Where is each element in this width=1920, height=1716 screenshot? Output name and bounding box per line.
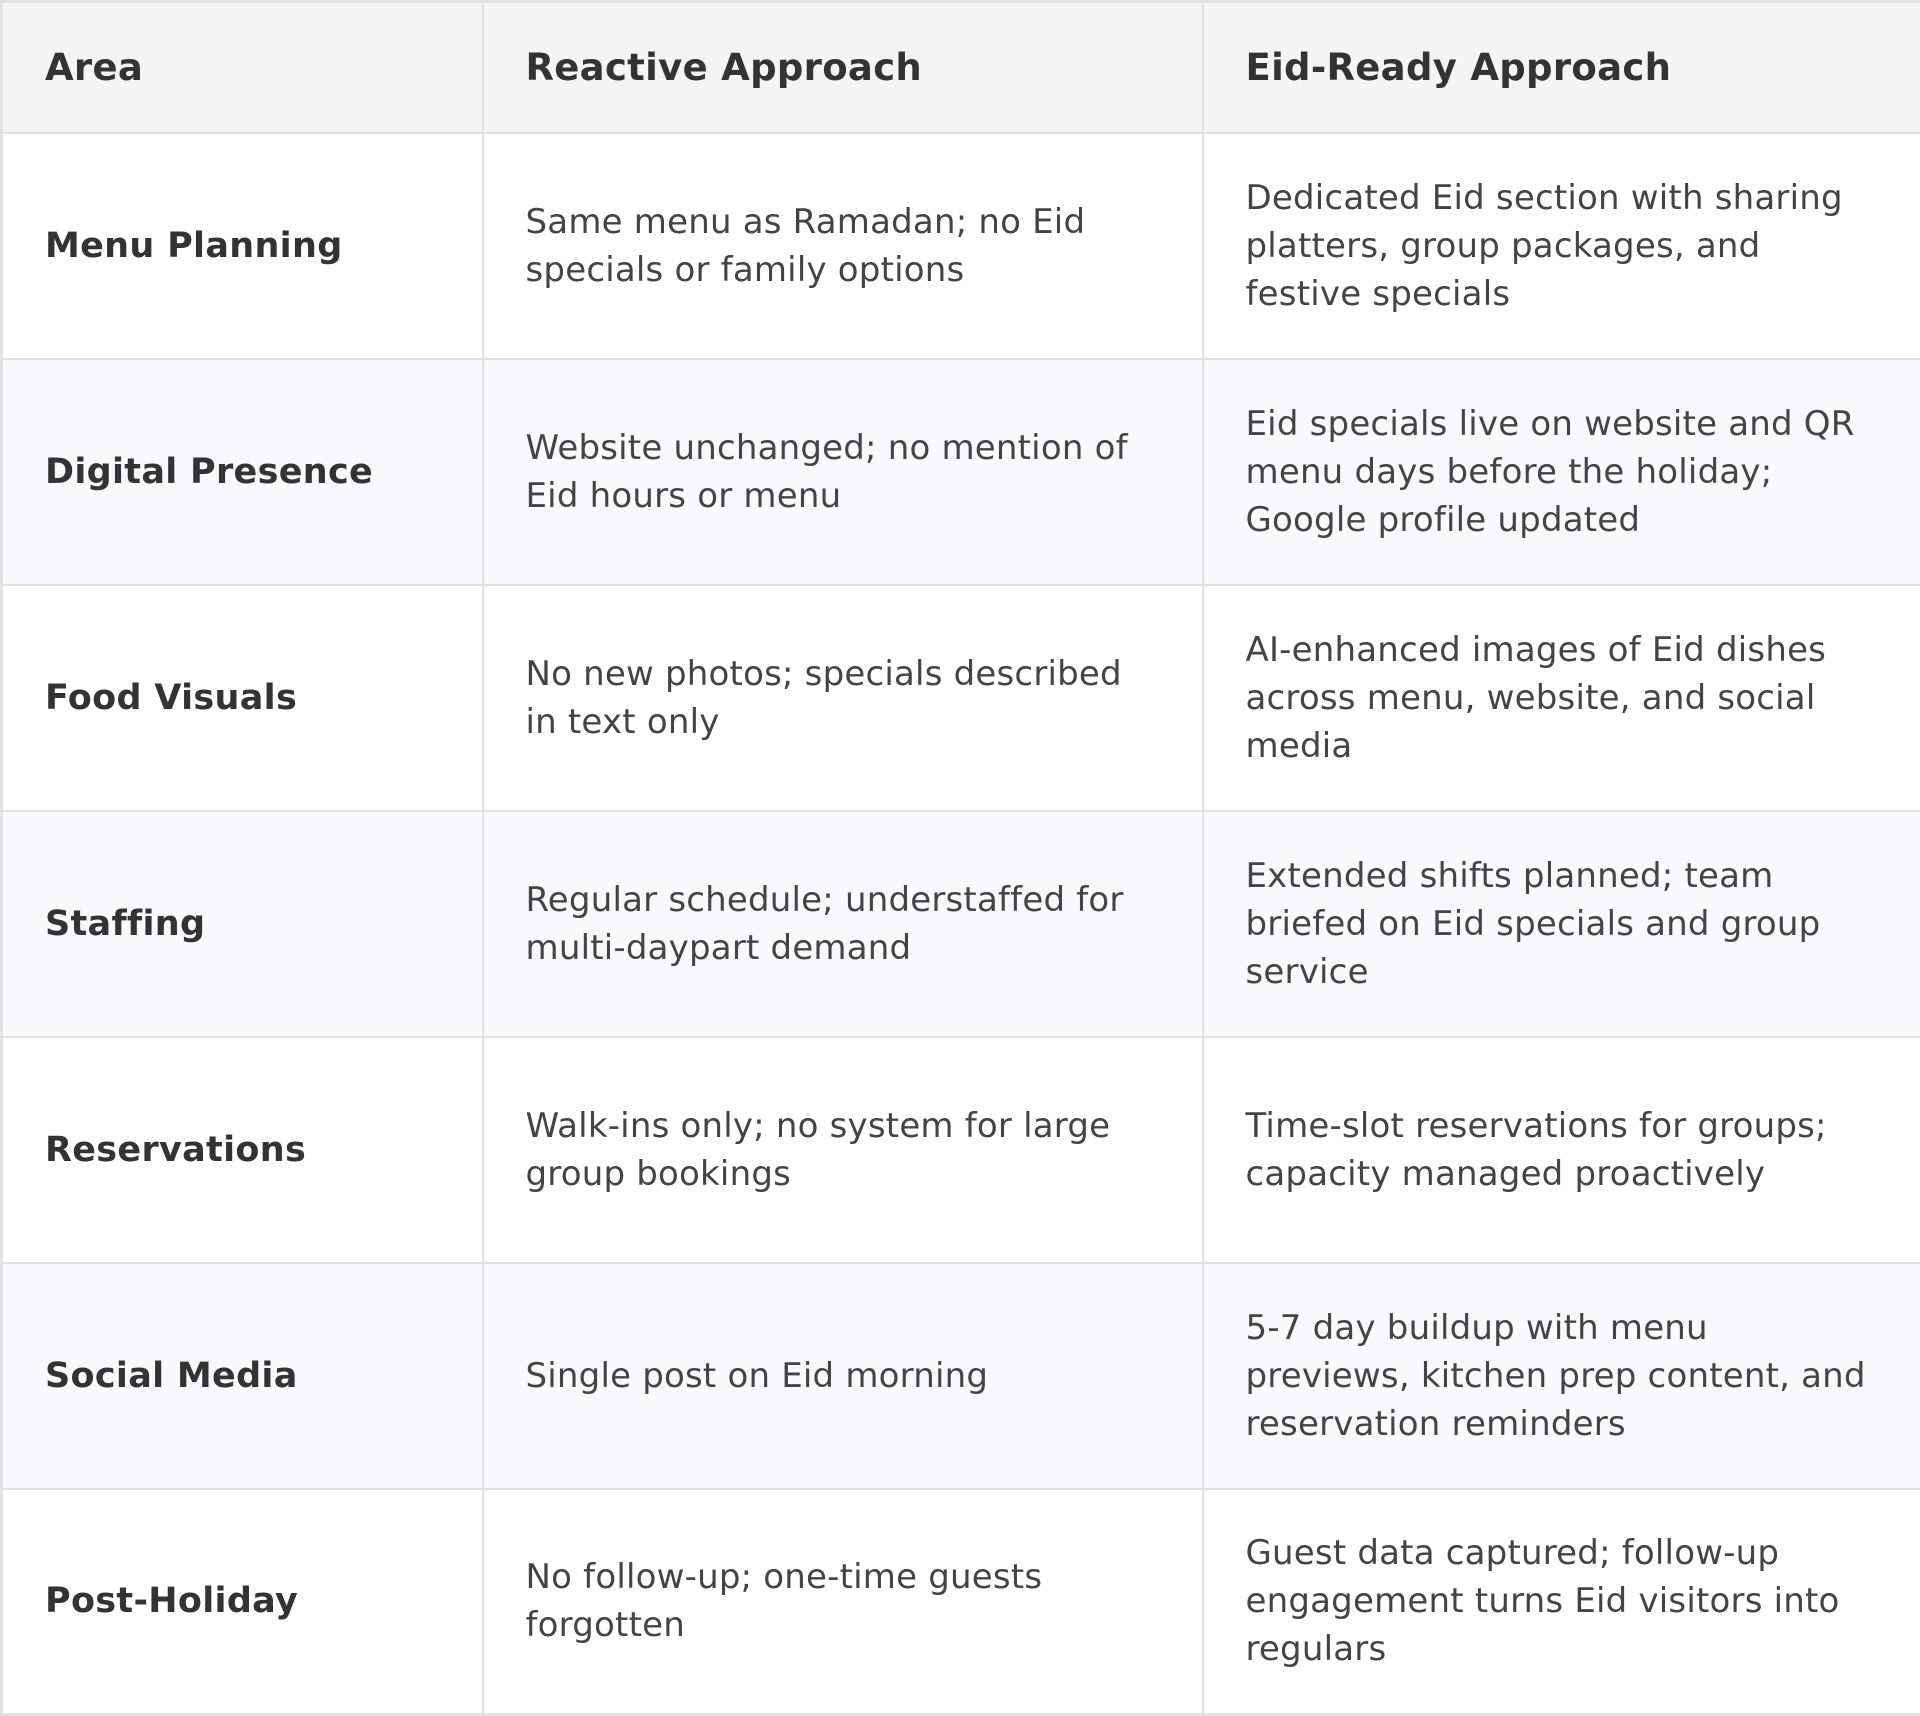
- eid-ready-cell: Dedicated Eid section with sharing platters, group packages, and festive specials: [1203, 133, 1920, 359]
- eid-ready-cell: AI-enhanced images of Eid dishes across menu, website, and social media: [1203, 585, 1920, 811]
- table-row: [2, 359, 1920, 585]
- area-cell: Food Visuals: [2, 585, 483, 811]
- table-header: [2, 2, 1920, 133]
- area-cell: Reservations: [2, 1037, 483, 1263]
- table-row: [2, 1489, 1920, 1715]
- table-row: [2, 585, 1920, 811]
- area-cell: Social Media: [2, 1263, 483, 1489]
- reactive-cell: No new photos; specials described in text only: [483, 585, 1203, 811]
- reactive-cell: Walk-ins only; no system for large group bookings: [483, 1037, 1203, 1263]
- header-reactive-approach: Reactive Approach: [483, 2, 1203, 133]
- table-row: [2, 133, 1920, 359]
- header-eid-ready-approach: Eid-Ready Approach: [1203, 2, 1920, 133]
- eid-ready-cell: Time-slot reservations for groups; capacity managed proactively: [1203, 1037, 1920, 1263]
- area-cell: Menu Planning: [2, 133, 483, 359]
- reactive-cell: Regular schedule; understaffed for multi-daypart demand: [483, 811, 1203, 1037]
- reactive-cell: Same menu as Ramadan; no Eid specials or family options: [483, 133, 1203, 359]
- table-row: [2, 1037, 1920, 1263]
- eid-ready-cell: Extended shifts planned; team briefed on Eid specials and group service: [1203, 811, 1920, 1037]
- eid-ready-cell: 5-7 day buildup with menu previews, kitchen prep content, and reservation reminders: [1203, 1263, 1920, 1489]
- eid-ready-cell: Eid specials live on website and QR menu days before the holiday; Google profile updated: [1203, 359, 1920, 585]
- reactive-cell: Website unchanged; no mention of Eid hours or menu: [483, 359, 1203, 585]
- header-row: [2, 2, 1920, 133]
- area-cell: Post-Holiday: [2, 1489, 483, 1715]
- area-cell: Digital Presence: [2, 359, 483, 585]
- eid-ready-cell: Guest data captured; follow-up engagement turns Eid visitors into regulars: [1203, 1489, 1920, 1715]
- table-row: [2, 1263, 1920, 1489]
- header-area: Area: [2, 2, 483, 133]
- reactive-cell: No follow-up; one-time guests forgotten: [483, 1489, 1203, 1715]
- reactive-cell: Single post on Eid morning: [483, 1263, 1203, 1489]
- table-row: [2, 811, 1920, 1037]
- area-cell: Staffing: [2, 811, 483, 1037]
- table-body: [2, 133, 1920, 1715]
